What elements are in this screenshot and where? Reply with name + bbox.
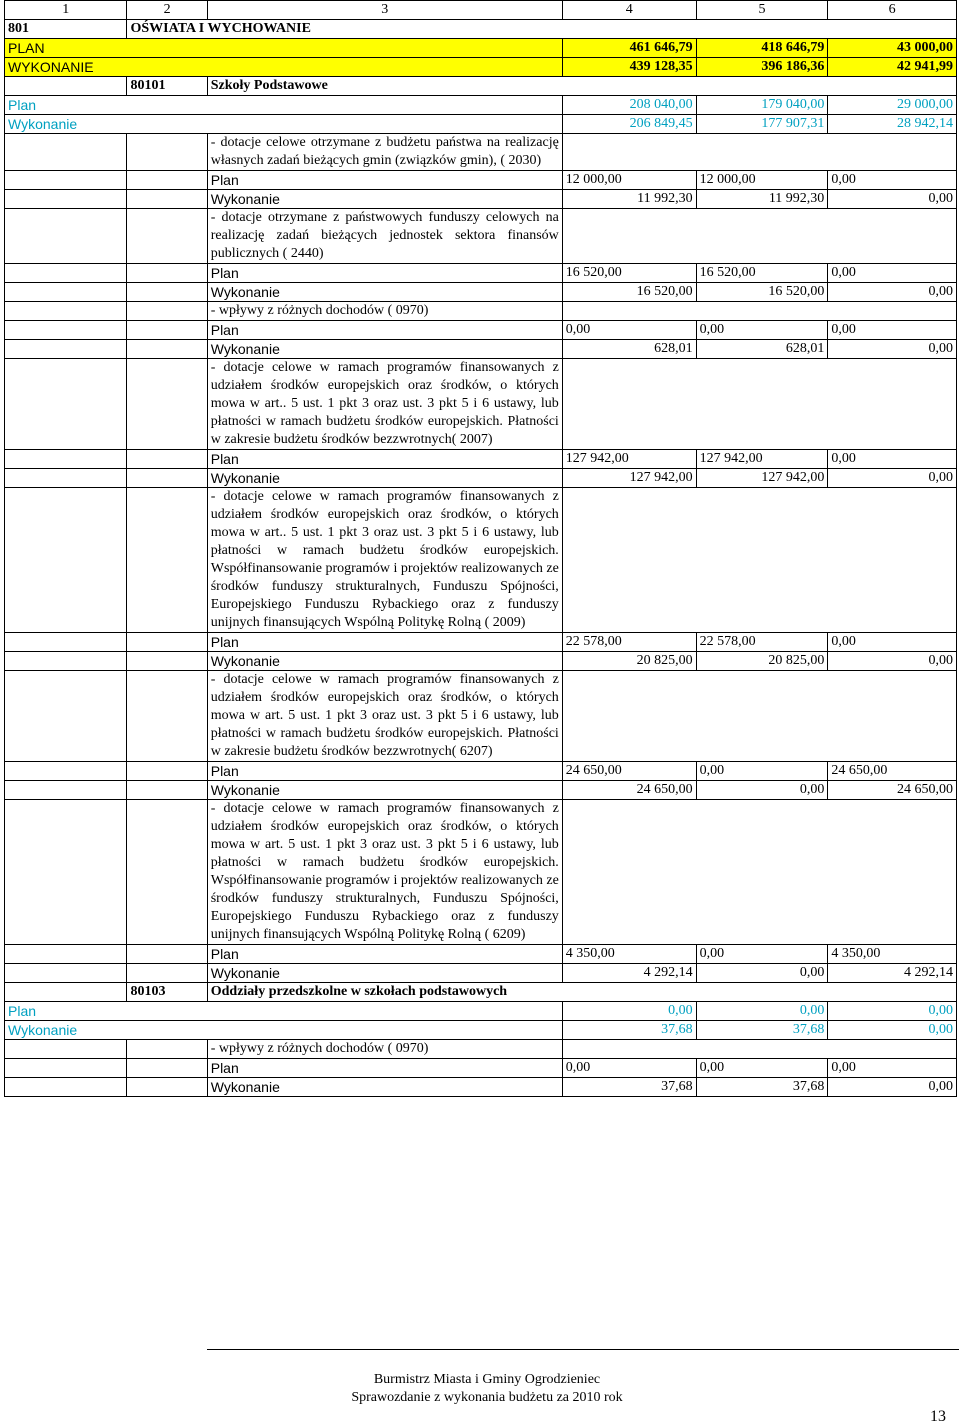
item-plan-current: 12 000,00 [696, 171, 828, 190]
column-header: 3 [207, 1, 562, 20]
subsection-exec-current: 37,68 [696, 1021, 828, 1040]
item-exec-row [5, 340, 957, 359]
blank-cell [127, 488, 207, 633]
blank-cell [5, 1078, 127, 1097]
section-plan-row [5, 39, 957, 58]
blank-cell [127, 1078, 207, 1097]
blank-cell [5, 762, 127, 781]
subsection-name: Szkoły Podstawowe [207, 77, 956, 96]
item-plan-row [5, 762, 957, 781]
item-exec-property: 0,00 [828, 469, 957, 488]
blank-cell [5, 469, 127, 488]
item-exec-total: 37,68 [562, 1078, 696, 1097]
blank-cell [127, 652, 207, 671]
item-exec-property: 0,00 [828, 190, 957, 209]
item-plan-property: 0,00 [828, 264, 957, 283]
column-header: 2 [127, 1, 207, 20]
item-plan-current: 0,00 [696, 1059, 828, 1078]
item-exec-total: 16 520,00 [562, 283, 696, 302]
blank-cell [127, 800, 207, 945]
blank-cell [5, 283, 127, 302]
column-header: 5 [696, 1, 828, 20]
item-plan-current: 0,00 [696, 945, 828, 964]
blank-cell [5, 190, 127, 209]
item-plan-total: 22 578,00 [562, 633, 696, 652]
blank-cell [5, 983, 127, 1002]
subsection-plan-property: 29 000,00 [828, 96, 957, 115]
item-plan-total: 0,00 [562, 321, 696, 340]
item-plan-total: 12 000,00 [562, 171, 696, 190]
item-description: - dotacje celowe otrzymane z budżetu państwa na realizację własnych zadań bieżących gmin (związków gmin), ( 2030) [207, 134, 562, 171]
blank-cell [562, 671, 956, 762]
item-description-row [5, 302, 957, 321]
item-exec-label: Wykonanie [207, 190, 562, 209]
item-exec-property: 0,00 [828, 283, 957, 302]
subsection-exec-label: Wykonanie [5, 1021, 563, 1040]
column-header: 1 [5, 1, 127, 20]
item-plan-label: Plan [207, 633, 562, 652]
section-plan-total: 461 646,79 [562, 39, 696, 58]
item-plan-property: 4 350,00 [828, 945, 957, 964]
section-exec-label: WYKONANIE [5, 58, 563, 77]
subsection-plan-total: 208 040,00 [562, 96, 696, 115]
subsection-code: 80101 [127, 77, 207, 96]
column-header: 4 [562, 1, 696, 20]
item-exec-row [5, 283, 957, 302]
item-exec-total: 20 825,00 [562, 652, 696, 671]
subsection-exec-current: 177 907,31 [696, 115, 828, 134]
blank-cell [127, 302, 207, 321]
item-exec-label: Wykonanie [207, 1078, 562, 1097]
item-plan-row [5, 264, 957, 283]
item-exec-total: 24 650,00 [562, 781, 696, 800]
blank-cell [127, 134, 207, 171]
item-description: - wpływy z różnych dochodów ( 0970) [207, 302, 562, 321]
blank-cell [5, 302, 127, 321]
item-plan-property: 0,00 [828, 633, 957, 652]
subsection-code: 80103 [127, 983, 207, 1002]
section-row [5, 20, 957, 39]
item-plan-row [5, 633, 957, 652]
blank-cell [5, 781, 127, 800]
item-plan-label: Plan [207, 171, 562, 190]
item-exec-label: Wykonanie [207, 283, 562, 302]
subsection-plan-property: 0,00 [828, 1002, 957, 1021]
blank-cell [127, 1059, 207, 1078]
subsection-exec-property: 0,00 [828, 1021, 957, 1040]
item-plan-label: Plan [207, 264, 562, 283]
blank-cell [127, 469, 207, 488]
item-exec-current: 0,00 [696, 781, 828, 800]
item-description-row [5, 800, 957, 945]
item-plan-row [5, 171, 957, 190]
subsection-exec-total: 37,68 [562, 1021, 696, 1040]
item-plan-row [5, 321, 957, 340]
subsection-name: Oddziały przedszkolne w szkołach podstawowych [207, 983, 956, 1002]
blank-cell [5, 340, 127, 359]
blank-cell [562, 800, 956, 945]
blank-cell [5, 359, 127, 450]
blank-cell [5, 964, 127, 983]
blank-cell [127, 671, 207, 762]
item-plan-label: Plan [207, 450, 562, 469]
item-description: - dotacje celowe w ramach programów finansowanych z udziałem środków europejskich oraz środków, o których mowa w art.. 5 ust. 1 pkt 3 oraz ust. 3 pkt 5 i 6 ustawy, lub płatności w ramach budżetu środków europejskich. Współfinansowanie programów i projektów realizowanych ze środków funduszy strukturalnych, Funduszu Spójności, Europejskiego Funduszu Rybackiego oraz z funduszy unijnych finansujących Wspólną Politykę Rolną ( 2009) [207, 488, 562, 633]
item-exec-row [5, 469, 957, 488]
blank-cell [127, 359, 207, 450]
item-exec-property: 0,00 [828, 652, 957, 671]
blank-cell [5, 488, 127, 633]
footer-author: Burmistrz Miasta i Gminy Ogrodzieniec [373, 1372, 601, 1387]
item-exec-current: 628,01 [696, 340, 828, 359]
item-exec-label: Wykonanie [207, 652, 562, 671]
blank-cell [127, 1040, 207, 1059]
subsection-exec-property: 28 942,14 [828, 115, 957, 134]
blank-cell [562, 1040, 956, 1059]
blank-cell [127, 633, 207, 652]
item-exec-property: 0,00 [828, 1078, 957, 1097]
section-plan-property: 43 000,00 [828, 39, 957, 58]
blank-cell [5, 652, 127, 671]
blank-cell [127, 964, 207, 983]
blank-cell [127, 171, 207, 190]
section-exec-current: 396 186,36 [696, 58, 828, 77]
item-plan-current: 0,00 [696, 762, 828, 781]
item-description: - dotacje otrzymane z państwowych funduszy celowych na realizację zadań bieżących jednostek sektora finansów publicznych ( 2440) [207, 209, 562, 264]
column-header-row [5, 1, 957, 20]
subsection-exec-total: 206 849,45 [562, 115, 696, 134]
blank-cell [5, 77, 127, 96]
subsection-plan-row [5, 1002, 957, 1021]
item-plan-total: 0,00 [562, 1059, 696, 1078]
subsection-row [5, 983, 957, 1002]
blank-cell [5, 321, 127, 340]
subsection-plan-row [5, 96, 957, 115]
item-plan-property: 0,00 [828, 321, 957, 340]
item-plan-label: Plan [207, 321, 562, 340]
subsection-plan-label: Plan [5, 96, 563, 115]
footer-divider [207, 1349, 959, 1350]
item-plan-current: 0,00 [696, 321, 828, 340]
item-plan-property: 0,00 [828, 450, 957, 469]
section-exec-property: 42 941,99 [828, 58, 957, 77]
section-code: 801 [5, 20, 127, 39]
item-plan-property: 0,00 [828, 1059, 957, 1078]
item-plan-current: 16 520,00 [696, 264, 828, 283]
subsection-plan-current: 179 040,00 [696, 96, 828, 115]
item-exec-row [5, 781, 957, 800]
section-plan-label: PLAN [5, 39, 563, 58]
item-exec-row [5, 652, 957, 671]
item-exec-current: 37,68 [696, 1078, 828, 1097]
item-exec-property: 0,00 [828, 340, 957, 359]
footer [207, 1371, 767, 1407]
item-plan-total: 4 350,00 [562, 945, 696, 964]
item-description-row [5, 1040, 957, 1059]
subsection-plan-total: 0,00 [562, 1002, 696, 1021]
blank-cell [5, 633, 127, 652]
item-description: - dotacje celowe w ramach programów finansowanych z udziałem środków europejskich oraz środków, o których mowa w art. 5 ust. 1 pkt 3 oraz ust. 3 pkt 5 i 6 ustawy, lub płatności w ramach budżetu środków europejskich. Płatności w zakresie budżetu środków bezzwrotnych( 6207) [207, 671, 562, 762]
blank-cell [127, 945, 207, 964]
item-description-row [5, 359, 957, 450]
item-plan-row [5, 1059, 957, 1078]
blank-cell [5, 800, 127, 945]
subsection-plan-current: 0,00 [696, 1002, 828, 1021]
blank-cell [5, 264, 127, 283]
item-exec-property: 4 292,14 [828, 964, 957, 983]
subsection-plan-label: Plan [5, 1002, 563, 1021]
section-name: OŚWIATA I WYCHOWANIE [127, 20, 957, 39]
item-exec-property: 24 650,00 [828, 781, 957, 800]
item-plan-total: 24 650,00 [562, 762, 696, 781]
blank-cell [5, 1059, 127, 1078]
blank-cell [5, 209, 127, 264]
subsection-row [5, 77, 957, 96]
item-description: - dotacje celowe w ramach programów finansowanych z udziałem środków europejskich oraz środków, o których mowa w art.. 5 ust. 1 pkt 3 oraz ust. 3 pkt 5 i 6 ustawy, lub płatności w ramach budżetu środków europejskich. Płatności w zakresie budżetu środków bezzwrotnych( 2007) [207, 359, 562, 450]
item-exec-current: 127 942,00 [696, 469, 828, 488]
item-plan-label: Plan [207, 1059, 562, 1078]
page-number: 13 [930, 1408, 946, 1425]
blank-cell [127, 321, 207, 340]
blank-cell [127, 190, 207, 209]
blank-cell [562, 134, 956, 171]
subsection-exec-row [5, 115, 957, 134]
blank-cell [127, 283, 207, 302]
item-exec-total: 11 992,30 [562, 190, 696, 209]
column-header: 6 [828, 1, 957, 20]
blank-cell [127, 340, 207, 359]
item-exec-current: 0,00 [696, 964, 828, 983]
item-plan-property: 24 650,00 [828, 762, 957, 781]
item-exec-total: 4 292,14 [562, 964, 696, 983]
item-plan-current: 127 942,00 [696, 450, 828, 469]
item-exec-label: Wykonanie [207, 781, 562, 800]
blank-cell [5, 945, 127, 964]
item-exec-row [5, 1078, 957, 1097]
subsection-exec-label: Wykonanie [5, 115, 563, 134]
item-exec-total: 127 942,00 [562, 469, 696, 488]
item-plan-total: 16 520,00 [562, 264, 696, 283]
item-description-row [5, 671, 957, 762]
item-exec-current: 11 992,30 [696, 190, 828, 209]
footer-report-title: Sprawozdanie z wykonania budżetu za 2010 rok [351, 1390, 623, 1405]
item-plan-label: Plan [207, 762, 562, 781]
blank-cell [562, 359, 956, 450]
section-exec-row [5, 58, 957, 77]
item-exec-current: 20 825,00 [696, 652, 828, 671]
blank-cell [5, 171, 127, 190]
budget-table [4, 0, 957, 1097]
item-description: - wpływy z różnych dochodów ( 0970) [207, 1040, 562, 1059]
item-plan-label: Plan [207, 945, 562, 964]
item-exec-row [5, 190, 957, 209]
item-exec-label: Wykonanie [207, 964, 562, 983]
blank-cell [562, 209, 956, 264]
item-description: - dotacje celowe w ramach programów finansowanych z udziałem środków europejskich oraz środków, o których mowa w art. 5 ust. 1 pkt 3 oraz ust. 3 pkt 5 i 6 ustawy, lub płatności w ramach budżetu środków europejskich. Współfinansowanie programów i projektów realizowanych ze środków funduszy strukturalnych, Funduszu Spójności, Europejskiego Funduszu Rybackiego oraz z funduszy unijnych finansujących Wspólną Politykę Rolną ( 6209) [207, 800, 562, 945]
blank-cell [127, 264, 207, 283]
item-plan-total: 127 942,00 [562, 450, 696, 469]
blank-cell [562, 488, 956, 633]
item-exec-label: Wykonanie [207, 469, 562, 488]
blank-cell [5, 450, 127, 469]
blank-cell [127, 762, 207, 781]
item-description-row [5, 209, 957, 264]
item-exec-label: Wykonanie [207, 340, 562, 359]
item-plan-current: 22 578,00 [696, 633, 828, 652]
item-plan-row [5, 945, 957, 964]
item-description-row [5, 134, 957, 171]
blank-cell [562, 302, 956, 321]
subsection-exec-row [5, 1021, 957, 1040]
section-exec-total: 439 128,35 [562, 58, 696, 77]
item-exec-row [5, 964, 957, 983]
blank-cell [5, 1040, 127, 1059]
item-exec-current: 16 520,00 [696, 283, 828, 302]
blank-cell [127, 209, 207, 264]
blank-cell [127, 781, 207, 800]
section-plan-current: 418 646,79 [696, 39, 828, 58]
item-plan-row [5, 450, 957, 469]
item-description-row [5, 488, 957, 633]
blank-cell [5, 671, 127, 762]
item-plan-property: 0,00 [828, 171, 957, 190]
blank-cell [127, 450, 207, 469]
item-exec-total: 628,01 [562, 340, 696, 359]
blank-cell [5, 134, 127, 171]
